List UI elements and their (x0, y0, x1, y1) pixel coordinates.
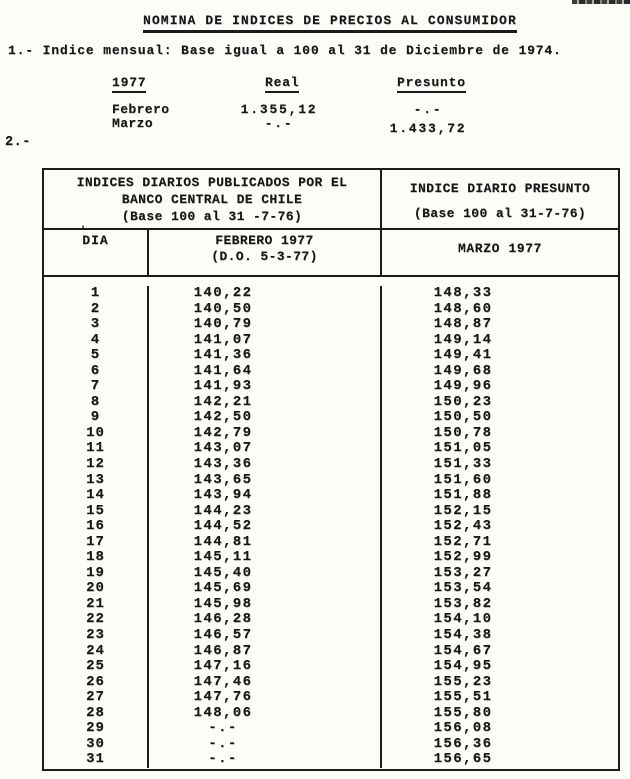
febrero-cell (147, 535, 380, 551)
febrero-cell (147, 379, 380, 395)
day-cell: 2 (90, 300, 101, 317)
marzo-value: 152,99 (433, 549, 493, 566)
febrero-value: 145,98 (193, 595, 253, 612)
table-row (44, 333, 618, 349)
febrero-cell (147, 519, 380, 535)
marzo-cell (380, 566, 618, 582)
febrero-value: -.- (208, 720, 238, 737)
page-title: NOMINA DE INDICES DE PRECIOS AL CONSUMIDOR (143, 13, 517, 33)
monthly-row-febrero-real: 1.355,12 (240, 102, 318, 117)
table-row (44, 441, 618, 457)
marzo-value: 148,33 (433, 285, 493, 301)
marzo-value: 155,80 (433, 704, 493, 721)
febrero-value: 148,06 (193, 704, 253, 721)
header-indice-presunto-line2: (Base 100 al 31-7-76) (413, 206, 587, 221)
marzo-cell (380, 504, 618, 520)
day-cell: 23 (86, 627, 105, 644)
table-row (44, 504, 618, 520)
day-cell: 30 (86, 735, 105, 752)
day-cell: 17 (86, 533, 105, 550)
febrero-value: 143,94 (193, 487, 253, 504)
febrero-cell (147, 441, 380, 457)
table-row (44, 675, 618, 691)
marzo-cell (380, 302, 618, 318)
marzo-cell (380, 379, 618, 395)
header-banco-central-line1: INDICES DIARIOS PUBLICADOS POR EL (76, 175, 348, 190)
day-cell: 21 (86, 595, 105, 612)
febrero-value: 145,11 (193, 549, 253, 566)
monthly-row-febrero-label: Febrero (112, 102, 170, 117)
day-cell: 7 (90, 378, 101, 395)
table-row (44, 364, 618, 380)
daily-table-header-row-1 (44, 170, 618, 230)
febrero-value: 142,79 (193, 424, 253, 441)
febrero-value: 144,23 (193, 502, 253, 519)
day-cell: 6 (90, 362, 101, 379)
marzo-cell (380, 659, 618, 675)
febrero-cell (147, 659, 380, 675)
febrero-cell (147, 286, 380, 302)
marzo-value: 153,82 (433, 595, 493, 612)
marzo-value: 152,43 (433, 518, 493, 535)
febrero-value: 143,07 (193, 440, 253, 457)
daily-table-body (44, 277, 618, 769)
febrero-cell (147, 644, 380, 660)
marzo-cell (380, 333, 618, 349)
table-row (44, 473, 618, 489)
febrero-cell (147, 628, 380, 644)
febrero-cell (147, 457, 380, 473)
marzo-cell (380, 597, 618, 613)
febrero-value: 141,64 (193, 362, 253, 379)
day-cell: 26 (86, 673, 105, 690)
febrero-value: -.- (208, 735, 238, 752)
day-cell: 25 (86, 658, 105, 675)
febrero-cell (147, 612, 380, 628)
table-row (44, 597, 618, 613)
febrero-cell (147, 581, 380, 597)
marzo-value: 154,38 (433, 627, 493, 644)
table-row (44, 286, 618, 302)
marzo-value: 150,50 (433, 409, 493, 426)
febrero-value: 141,07 (193, 331, 253, 348)
marzo-cell (380, 364, 618, 380)
febrero-value: 143,65 (193, 471, 253, 488)
febrero-cell (147, 348, 380, 364)
febrero-cell (147, 333, 380, 349)
febrero-cell (147, 752, 380, 768)
febrero-cell (147, 566, 380, 582)
day-cell: 13 (86, 471, 105, 488)
day-cell: 22 (86, 611, 105, 628)
febrero-cell (147, 706, 380, 722)
febrero-cell (147, 721, 380, 737)
monthly-col-year: 1977 (112, 75, 146, 93)
column-header-febrero-line2: (D.O. 5-3-77) (211, 249, 318, 264)
febrero-cell (147, 675, 380, 691)
table-row (44, 348, 618, 364)
marzo-cell (380, 675, 618, 691)
marzo-value: 156,08 (433, 720, 493, 737)
marzo-cell (380, 441, 618, 457)
marzo-value: 148,87 (433, 316, 493, 333)
table-row (44, 395, 618, 411)
monthly-row-marzo-real: -.- (264, 116, 294, 131)
day-cell: 27 (86, 689, 105, 706)
marzo-value: 150,23 (433, 393, 493, 410)
table-row (44, 457, 618, 473)
marzo-cell (380, 473, 618, 489)
column-header-febrero (147, 230, 380, 275)
table-row (44, 644, 618, 660)
day-cell: 1 (90, 285, 101, 301)
marzo-cell (380, 721, 618, 737)
febrero-value: 146,87 (193, 642, 253, 659)
marzo-value: 155,23 (433, 673, 493, 690)
marzo-value: 152,71 (433, 533, 493, 550)
marzo-value: 154,67 (433, 642, 493, 659)
febrero-value: -.- (208, 751, 238, 768)
febrero-value: 141,93 (193, 378, 253, 395)
febrero-value: 140,50 (193, 300, 253, 317)
febrero-value: 140,22 (193, 285, 253, 301)
column-header-marzo: MARZO 1977 (380, 230, 618, 275)
day-cell: 19 (86, 564, 105, 581)
monthly-col-real: Real (265, 75, 299, 93)
marzo-cell (380, 488, 618, 504)
marzo-cell (380, 286, 618, 302)
day-cell: 3 (90, 316, 101, 333)
header-banco-central-line3: (Base 100 al 31 -7-76) (121, 209, 303, 224)
table-row (44, 737, 618, 753)
marzo-value: 152,15 (433, 502, 493, 519)
monthly-row-marzo-label: Marzo (112, 116, 154, 131)
marzo-cell (380, 581, 618, 597)
day-cell: 4 (90, 331, 101, 348)
marzo-value: 151,05 (433, 440, 493, 457)
table-row (44, 752, 618, 768)
marzo-cell (380, 519, 618, 535)
day-cell: 12 (86, 456, 105, 473)
column-header-febrero-line1: FEBRERO 1977 (215, 233, 314, 248)
marzo-value: 156,65 (433, 751, 493, 768)
table-row (44, 659, 618, 675)
marzo-value: 149,68 (433, 362, 493, 379)
marzo-value: 154,95 (433, 658, 493, 675)
marzo-value: 151,33 (433, 456, 493, 473)
day-cell: 28 (86, 704, 105, 721)
header-indice-presunto (380, 170, 618, 228)
section1-heading (8, 43, 562, 58)
table-row (44, 721, 618, 737)
febrero-cell (147, 395, 380, 411)
marzo-cell (380, 348, 618, 364)
febrero-value: 142,50 (193, 409, 253, 426)
febrero-value: 146,28 (193, 611, 253, 628)
febrero-cell (147, 597, 380, 613)
section2-label: 2.- (5, 135, 31, 150)
marzo-value: 154,10 (433, 611, 493, 628)
table-row (44, 628, 618, 644)
febrero-value: 145,40 (193, 564, 253, 581)
febrero-cell (147, 488, 380, 504)
marzo-value: 148,60 (433, 300, 493, 317)
table-row (44, 706, 618, 722)
febrero-value: 140,79 (193, 316, 253, 333)
day-cell: 16 (86, 518, 105, 535)
day-cell: 5 (90, 347, 101, 364)
marzo-value: 153,27 (433, 564, 493, 581)
marzo-value: 149,14 (433, 331, 493, 348)
febrero-value: 143,36 (193, 456, 253, 473)
table-row (44, 612, 618, 628)
table-row (44, 488, 618, 504)
febrero-value: 142,21 (193, 393, 253, 410)
monthly-row-febrero-presunto: -.- (413, 102, 443, 117)
febrero-cell (147, 737, 380, 753)
day-cell: 31 (86, 751, 105, 768)
febrero-value: 147,76 (193, 689, 253, 706)
daily-table-header-row-2 (44, 230, 618, 277)
day-cell: 24 (86, 642, 105, 659)
marzo-value: 156,36 (433, 735, 493, 752)
febrero-value: 144,52 (193, 518, 253, 535)
day-cell: 15 (86, 502, 105, 519)
marzo-cell (380, 737, 618, 753)
marzo-cell (380, 410, 618, 426)
febrero-cell (147, 550, 380, 566)
day-cell: 29 (86, 720, 105, 737)
marzo-cell (380, 752, 618, 768)
monthly-col-presunto: Presunto (397, 75, 466, 93)
marzo-cell (380, 426, 618, 442)
day-cell: 9 (90, 409, 101, 426)
febrero-cell (147, 364, 380, 380)
header-indice-presunto-line1: INDICE DIARIO PRESUNTO (409, 181, 591, 196)
table-row (44, 317, 618, 333)
febrero-value: 146,57 (193, 627, 253, 644)
table-row (44, 410, 618, 426)
day-cell: 10 (86, 424, 105, 441)
table-row (44, 426, 618, 442)
table-row (44, 302, 618, 318)
marzo-cell (380, 535, 618, 551)
marzo-cell (380, 317, 618, 333)
marzo-cell (380, 395, 618, 411)
marzo-cell (380, 628, 618, 644)
marzo-cell (380, 457, 618, 473)
marzo-cell (380, 612, 618, 628)
table-row (44, 690, 618, 706)
table-row (44, 519, 618, 535)
header-banco-central-line2: BANCO CENTRAL DE CHILE (121, 192, 303, 207)
day-cell: 20 (86, 580, 105, 597)
febrero-cell (147, 690, 380, 706)
table-row (44, 581, 618, 597)
febrero-cell (147, 410, 380, 426)
day-cell: 11 (86, 440, 105, 457)
marzo-cell (380, 706, 618, 722)
febrero-value: 141,36 (193, 347, 253, 364)
marzo-value: 149,96 (433, 378, 493, 395)
febrero-value: 147,46 (193, 673, 253, 690)
day-cell: 14 (86, 487, 105, 504)
febrero-cell (147, 426, 380, 442)
febrero-value: 144,81 (193, 533, 253, 550)
febrero-value: 147,16 (193, 658, 253, 675)
marzo-cell (380, 550, 618, 566)
marzo-value: 151,60 (433, 471, 493, 488)
febrero-cell (147, 504, 380, 520)
marzo-value: 155,51 (433, 689, 493, 706)
table-row (44, 566, 618, 582)
scan-smudge-artifact (572, 0, 630, 4)
table-row (44, 550, 618, 566)
marzo-value: 149,41 (433, 347, 493, 364)
marzo-value: 150,78 (433, 424, 493, 441)
section1-label: 1.- (8, 43, 34, 58)
marzo-value: 153,54 (433, 580, 493, 597)
section1-heading-text: Indice mensual: Base igual a 100 al 31 de Diciembre de 1974. (42, 43, 562, 58)
monthly-row-marzo-presunto: 1.433,72 (389, 121, 467, 136)
day-cell: 8 (90, 393, 101, 410)
marzo-value: 151,88 (433, 487, 493, 504)
column-header-dia: ′ DIA (44, 230, 147, 275)
header-banco-central (44, 170, 380, 228)
section1-heading-spacer (34, 43, 43, 58)
febrero-cell (147, 473, 380, 489)
day-cell: 18 (86, 549, 105, 566)
marzo-cell (380, 690, 618, 706)
daily-index-table (42, 168, 620, 771)
marzo-cell (380, 644, 618, 660)
table-row (44, 535, 618, 551)
table-row (44, 379, 618, 395)
febrero-cell (147, 302, 380, 318)
febrero-value: 145,69 (193, 580, 253, 597)
febrero-cell (147, 317, 380, 333)
